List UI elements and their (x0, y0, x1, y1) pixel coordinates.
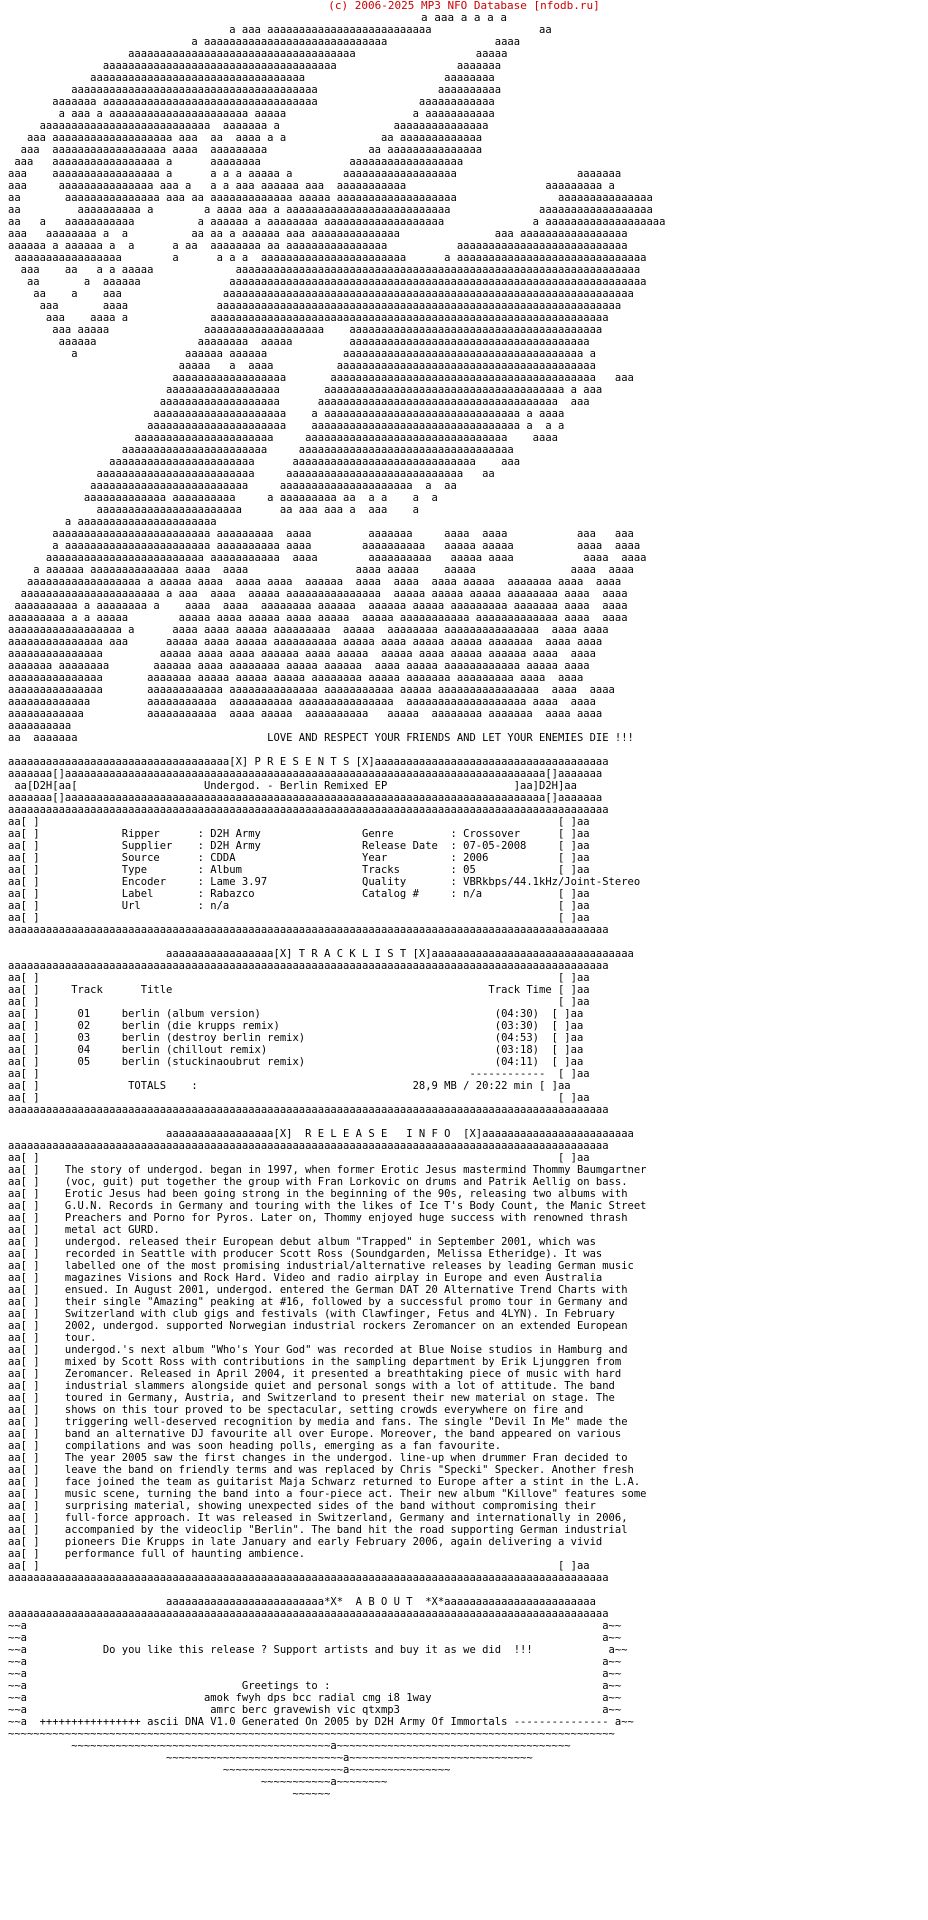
art-topline: a aaa a a a a (420, 11, 508, 24)
nfo-ascii-art-and-info: a aaa aaaaaaaaaaaaaaaaaaaaaaaaaa aa a aaaaaaaaaaaaaaaaaaaaaaaaaaaaa aaaa aaaaaaaaaaaaaaaaaaaaaaaaaaaaaaaaaaaa aaaaa aaaaaaaaaaaaaaaaaaaaaaaaaaaaaaaaaaaaa aaaaaaa aaaaaaaaaaaaaaaaaaaaaaaaaaaaaaaaaa aaaaaaaa aaaaaaaaaaaaaaaaaaaaaaaaaaaaaaaaaaaaaaa aaaaaaaaaa aaaaaaa aaaaaaaaaaaaaaaaaaaaaaaaaaaaaaaaaa aaaaaaaaaaaa a aaa a aaaaaaaaaaaaaaaaaaaaaa aaaaa a aaaaaaaaaaa aaaaaaaaaaaaaaaaaaaaaaaaaaa aaaaaaa a aaaaaaaaaaaaaaa aaa aaaaaaaaaaaaaaaaaaa aaa aa aaaa a a aa aaaaaaaaaaaaa aaa aaaaaaaaaaaaaaaaaa aaaa aaaaaaaaa aa aaaaaaaaaaaaaaa aaa aaaaaaaaaaaaaaaaa a aaaaaaaa aaaaaaaaaaaaaaaaaa aaa aaaaaaaaaaaaaaaaa a a a a aaaaa a aaaaaaaaaaaaaaaaaa aaaaaaa aaa aaaaaaaaaaaaaaa aaa a a a aaa aaaaaa aaa aaaaaaaaaaa aaaaaaaaa a aa aaaaaaaaaaaaaaa aaa aa aaaaaaaaaaaaa aaaaa aaaaaaaaaaaaaaaaaaa aaaaaaaaaaaaaaa aa aaaaaaaaaa a a aaaa aaa a aaaaaaaaaaaaaaaaaaaaaaaaaa aaaaaaaaaaaaaaaaaa aa a aaaaaaaaaaa a aaaaaa a aaaaaaaa aaaaaaaaaaaaaaaaaaa a aaaaaaaaaaaaaaaaaaa aaa aaaaaaaa a a aa aa a aaaaaa aaa aaaaaaaaaaaaaa aaa aaaaaaaaaaaaaaaaa aaaaaa a aaaaaa a a a aa aaaaaaaa aa aaaaaaaaaaaaaaaa aaaaaaaaaaaaaaaaaaaaaaaaaaa aaaaaaaaaaaaaaaaa a a a a aaaaaaaaaaaaaaaaaaaaaaa a aaaaaaaaaaaaaaaaaaaaaaaaaaaaaa aaa aa a a aaaaa aaaaaaaaaaaaaaaaaaaaaaaaaaaaaaaaaaaaaaaaaaaaaaaaaaaaaaaaaaaaaaaa aa a aaaaaa aaaaaaaaaaaaaaaaaaaaaaaaaaaaaaaaaaaaaaaaaaaaaaaaaaaaaaaaaaaaaaaaaa aa a aaa aaaaaaaaaaaaaaaaaaaaaaaaaaaaaaaaaaaaaaaaaaaaaaaaaaaaaaaaaaaaaaaaa aaa aaaa aaaaaaaaaaaaaaaaaaaaaaaaaaaaaaaaaaaaaaaaaaaaaaaaaaaaaaaaaaaaaaaa aaa aaaa a aaaaaaaaaaaaaaaaaaaaaaaaaaaaaaaaaaaaaaaaaaaaaaaaaaaaaaaaaaaaaaa aaa aaaaa aaaaaaaaaaaaaaaaaaa aaaaaaaaaaaaaaaaaaaaaaaaaaaaaaaaaaaaaaaa aaaaaa aaaaaaaa aaaaa aaaaaaaaaaaaaaaaaaaaaaaaaaaaaaaaaaaaaa a aaaaaa aaaaaa aaaaaaaaaaaaaaaaaaaaaaaaaaaaaaaaaaaaaa a aaaaa a aaaa aaaaaaaaaaaaaaaaaaaaaaaaaaaaaaaaaaaaaaaaa aaaaaaaaaaaaaaaaaa aaaaaaaaaaaaaaaaaaaaaaaaaaaaaaaaaaaaaaaaaa aaa aaaaaaaaaaaaaaaaaa aaaaaaaaaaaaaaaaaaaaaaaaaaaaaaaaaaaaaa a aaa aaaaaaaaaaaaaaaaaaa aaaaaaaaaaaaaaaaaaaaaaaaaaaaaaaaaaaaaa aaa aaaaaaaaaaaaaaaaaaaaa a aaaaaaaaaaaaaaaaaaaaaaaaaaaaaaa a aaaa aaaaaaaaaaaaaaaaaaaaaa aaaaaaaaaaaaaaaaaaaaaaaaaaaaaaaaa a a a aaaaaaaaaaaaaaaaaaaaaa aaaaaaaaaaaaaaaaaaaaaaaaaaaaaaaa aaaa aaaaaaaaaaaaaaaaaaaaaaa aaaaaaaaaaaaaaaaaaaaaaaaaaaaaaaaaa aaaaaaaaaaaaaaaaaaaaaaa aaaaaaaaaaaaaaaaaaaaaaaaaaaaa aaa aaaaaaaaaaaaaaaaaaaaaaaaa aaaaaaaaaaaaaaaaaaaaaaaaaaaa aa aaaaaaaaaaaaaaaaaaaaaaaaa aaaaaaaaaaaaaaaaaaaaa a aa aaaaaaaaaaaaa aaaaaaaaaa a aaaaaaaaa aa a a a a aaaaaaaaaaaaaaaaaaaaaaa aa aaa aaa a aaa a a aaaaaaaaaaaaaaaaaaaaaa aaaaaaaaaaaaaaaaaaaaaaaaa aaaaaaaaa aaaa aaaaaaa aaaa aaaa aaa aaa a aaaaaaaaaaaaaaaaaaaaaaa aaaaaaaaaa aaaa aaaaaaaaaa aaaaa aaaaa aaaa aaaa aaaaaaaaaaaaaaaaaaaaaaaaa aaaaaaaaaaa aaaa aaaaaaaaaa aaaaa aaaa aaaa aaaa a aaaaaa aaaaaaaaaaaaaa aaaa aaaa aaaa aaaaa aaaaa aaaa aaaa aaaaaaaaaaaaaaaaaa a aaaaa aaaa aaaa aaaa aaaaaa aaaa aaaa aaaa aaaaa aaaaaaa aaaa aaaa aaaaaaaaaaaaaaaaaaaaaa a aaa aaaa aaaaa aaaaaaaaaaaaaaa aaaaa aaaaa aaaaa aaaaaaaa aaaa aaaa aaaaaaaaaa a aaaaaaaa a aaaa aaaa aaaaaaaa aaaaaa aaaaaa aaaaa aaaaaaaaa aaaaaaa aaaa aaaa aaaaaaaaa a a aaaaa aaaaa aaaa aaaaa aaaa aaaaa aaaaa aaaaaaaaaaa aaaaaaaaaaaaa aaaa aaaa aaaaaaaaaaaaaaaaaa a aaaa aaaa aaaaa aaaaaaaaa aaaaa aaaaaaaa aaaaaaaaaaaaaaa aaaa aaaa aaaaaaaaaaaaaaa aaa aaaaa aaaa aaaaa aaaaaaaaaa aaaaa aaaa aaaaa aaaaa aaaaaaa aaaa aaaa aaaaaaaaaaaaaaa aaaaa aaaa aaaa aaaaaa aaaa aaaaa aaaaa aaaa aaaaa aaaaaa aaaa aaaa aaaaaaa aaaaaaaa aaaaaa aaaa aaaaaaaa aaaaa aaaaaa aaaa aaaaa aaaaaaaaaaaa aaaaa aaaa aaaaaaaaaaaaaaa aaaaaaa aaaaa aaaaa aaaaa aaaaaaaa aaaaa aaaaaaa aaaaaaaaa aaaa aaaa aaaaaaaaaaaaaaa aaaaaaaaaaaa aaaaaaaaaaaaaa aaaaaaaaaaa aaaaa aaaaaaaaaaaaaaaa aaaa aaaa aaaaaaaaaaaaa aaaaaaaaaaa aaaaaaaaaa aaaaaaaaaaaaaaa aaaaaaaaaaaaaaaaaaa aaaa aaaa aaaaaaaaaaaa aaaaaaaaaaa aaaa aaaaa aaaaaaaaaa aaaaa aaaaaaaa aaaaaaa aaaa aaaa aaaaaaaaaa aa aaaaaaa LOVE AND RESPECT YOUR FRIENDS AND LET YOUR ENEMIES DIE !!! aaaaaaaaaaaaaaaaaaaaaaaaaaaaaaaaaaa[X] P R E S E N T S [X]aaaaaaaaaaaaaaaaaaaaaaaaaaaaaaaaaaaaa aaaaaaa[]aaaaaaaaaaaaaaaaaaaaaaaaaaaaaaaaaaaaaaaaaaaaaaaaaaaaaaaaaaaaaaaaaaaaaaaaaaaa[]aaaaaaa aa[D2H[aa[ Undergod. - Berlin Remixed EP ]aa]D2H]aa aaaaaaa[]aaaaaaaaaaaaaaaaaaaaaaaaaaaaaaaaaaaaaaaaaaaaaaaaaaaaaaaaaaaaaaaaaaaaaaaaaaaa[]aaaaaaa aaaaaaaaaaaaaaaaaaaaaaaaaaaaaaaaaaaaaaaaaaaaaaaaaaaaaaaaaaaaaaaaaaaaaaaaaaaaaaaaaaaaaaaaaaaaaaa aa[ ] [ ]aa aa[ ] Ripper : D2H Army Genre : Crossover [ ]aa aa[ ] Supplier : D2H Army Release Date : 07-05-2008 [ ]aa aa[ ] Source : CDDA Year : 2006 [ ]aa aa[ ] Type : Album Tracks : 05 [ ]aa aa[ ] Encoder : Lame 3.97 Quality : VBRkbps/44.1kHz/Joint-Stereo aa[ ] Label : Rabazco Catalog # : n/a [ ]aa aa[ ] Url : n/a [ ]aa aa[ ] [ ]aa aaaaaaaaaaaaaaaaaaaaaaaaaaaaaaaaaaaaaaaaaaaaaaaaaaaaaaaaaaaaaaaaaaaaaaaaaaaaaaaaaaaaaaaaaaaaaaa aaaaaaaaaaaaaaaaa[X] T R A C K L I S T [X]aaaaaaaaaaaaaaaaaaaaaaaaaaaaaaaa aaaaaaaaaaaaaaaaaaaaaaaaaaaaaaaaaaaaaaaaaaaaaaaaaaaaaaaaaaaaaaaaaaaaaaaaaaaaaaaaaaaaaaaaaaaaaaa aa[ ] [ ]aa aa[ ] Track Title Track Time [ ]aa aa[ ] [ ]aa aa[ ] 01 berlin (album version) (04:30) [ ]aa aa[ ] 02 berlin (die krupps remix) (03:30) [ ]aa aa[ ] 03 berlin (destroy berlin remix) (04:53) [ ]aa aa[ ] 04 berlin (chillout remix) (03:18) [ ]aa aa[ ] 05 berlin (stuckinaoubrut remix) (04:11) [ ]aa aa[ ] ------------ [ ]aa aa[ ] TOTALS : 28,9 MB / 20:22 min [ ]aa aa[ ] [ ]aa aaaaaaaaaaaaaaaaaaaaaaaaaaaaaaaaaaaaaaaaaaaaaaaaaaaaaaaaaaaaaaaaaaaaaaaaaaaaaaaaaaaaaaaaaaaaaaa aaaaaaaaaaaaaaaaa[X] R E L E A S E I N F O [X]aaaaaaaaaaaaaaaaaaaaaaaa aaaaaaaaaaaaaaaaaaaaaaaaaaaaaaaaaaaaaaaaaaaaaaaaaaaaaaaaaaaaaaaaaaaaaaaaaaaaaaaaaaaaaaaaaaaaaaa aa[ ] [ ]aa aa[ ] The story of undergod. began in 1997, when former Erotic Jesus mastermind Thommy Baumgartner aa[ ] (voc, guit) put together the group with Fran Lorkovic on drums and Patrik Aellig on bass. aa[ ] Erotic Jesus had been going strong in the beginning of the 90s, releasing two albums with aa[ ] G.U.N. Records in Germany and touring with the likes of Ice T's Body Count, the Manic Street aa[ ] Preachers and Porno for Pyros. Later on, Thommy enjoyed huge success with renowned thrash aa[ ] metal act GURD. aa[ ] undergod. released their European debut album "Trapped" in September 2001, which was aa[ ] recorded in Seattle with producer Scott Ross (Soundgarden, Melissa Etheridge). It was aa[ ] labelled one of the most promising industrial/alternative releases by leading German music aa[ ] magazines Visions and Rock Hard. Video and radio airplay in Europe and even Australia aa[ ] ensued. In August 2001, undergod. entered the German DAT 20 Alternative Trend Charts with aa[ ] their single "Amazing" peaking at #16, followed by a successful promo tour in Germany and aa[ ] Switzerland with club gigs and festivals (with Clawfinger, Fetus and 4LYN). In February aa[ ] 2002, undergod. supported Norwegian industrial rockers Zeromancer on an extended European aa[ ] tour. aa[ ] undergod.'s next album "Who's Your God" was recorded at Blue Noise studios in Hamburg and aa[ ] mixed by Scott Ross with contributions in the sampling department by Erik Ljunggren from aa[ ] Zeromancer. Released in April 2004, it presented a breathtaking piece of music with hard aa[ ] industrial slammers alongside quiet and personal songs with a lot of attitude. The band aa[ ] toured in Germany, Austria, and Switzerland to present their new material on stage. The aa[ ] shows on this tour proved to be spectacular, setting crowds everywhere on fire and aa[ ] triggering well-deserved recognition by media and fans. The single "Devil In Me" made the aa[ ] band an alternative DJ favourite all over Europe. Moreover, the band appeared on various aa[ ] compilations and was soon heading polls, emerging as a fan favourite. aa[ ] The year 2005 saw the first changes in the undergod. line-up when drummer Fran decided to aa[ ] leave the band on friendly terms and was replaced by Chris "Specki" Specker. Another fresh aa[ ] face joined the team as guitarist Maja Schwarz returned to Europe after a stint in the L.A. aa[ ] music scene, turning the band into a four-piece act. Their new album "Killove" features some aa[ ] surprising material, showing unexpected sides of the band without compromising their aa[ ] full-force approach. It was released in Switzerland, Germany and internationally in 2006, aa[ ] accompanied by the videoclip "Berlin". The band hit the road supporting German industrial aa[ ] pioneers Die Krupps in late January and early February 2006, again delivering a vivid aa[ ] performance full of haunting ambience. aa[ ] [ ]aa aaaaaaaaaaaaaaaaaaaaaaaaaaaaaaaaaaaaaaaaaaaaaaaaaaaaaaaaaaaaaaaaaaaaaaaaaaaaaaaaaaaaaaaaaaaaaaa aaaaaaaaaaaaaaaaaaaaaaaaa*X* A B O U T *X*aaaaaaaaaaaaaaaaaaaaaaaa aaaaaaaaaaaaaaaaaaaaaaaaaaaaaaaaaaaaaaaaaaaaaaaaaaaaaaaaaaaaaaaaaaaaaaaaaaaaaaaaaaaaaaaaaaaaaaa ~~a a~~ ~~a a~~ ~~a Do you like this release ? Support artists and buy it as we did !!! a~~ ~~a a~~ ~~a a~~ ~~a Greetings to : a~~ ~~a amok fwyh dps bcc radial cmg i8 1way a~~ ~~a amrc berc gravewish vic qtxmp3 a~~ ~~a ++++++++++++++++ ascii DNA V1.0 Generated On 2005 by D2H Army Of Immortals --------------- a~~ ~~~~~~~~~~~~~~~~~~~~~~~~~~~~~~~~~~~~~~~~~~~~~~~~~~~~~~~~~~~~~~~~~~~~~~~~~~~~~~~~~~~~~~~~~~~~~~~~ ~~~~~~~~~~~~~~~~~~~~~~~~~~~~~~~~~~~~~~~~~a~~~~~~~~~~~~~~~~~~~~~~~~~~~~~~~~~~~~~ ~~~~~~~~~~~~~~~~~~~~~~~~~~~~a~~~~~~~~~~~~~~~~~~~~~~~~~~~~~ ~~~~~~~~~~~~~~~~~~~a~~~~~~~~~~~~~~~~ ~~~~~~~~~~~a~~~~~~~~ ~~~~~~ (8, 24, 666, 1800)
site-credit[interactable]: (c) 2006-2025 MP3 NFO Database [nfodb.ru] (328, 0, 600, 12)
